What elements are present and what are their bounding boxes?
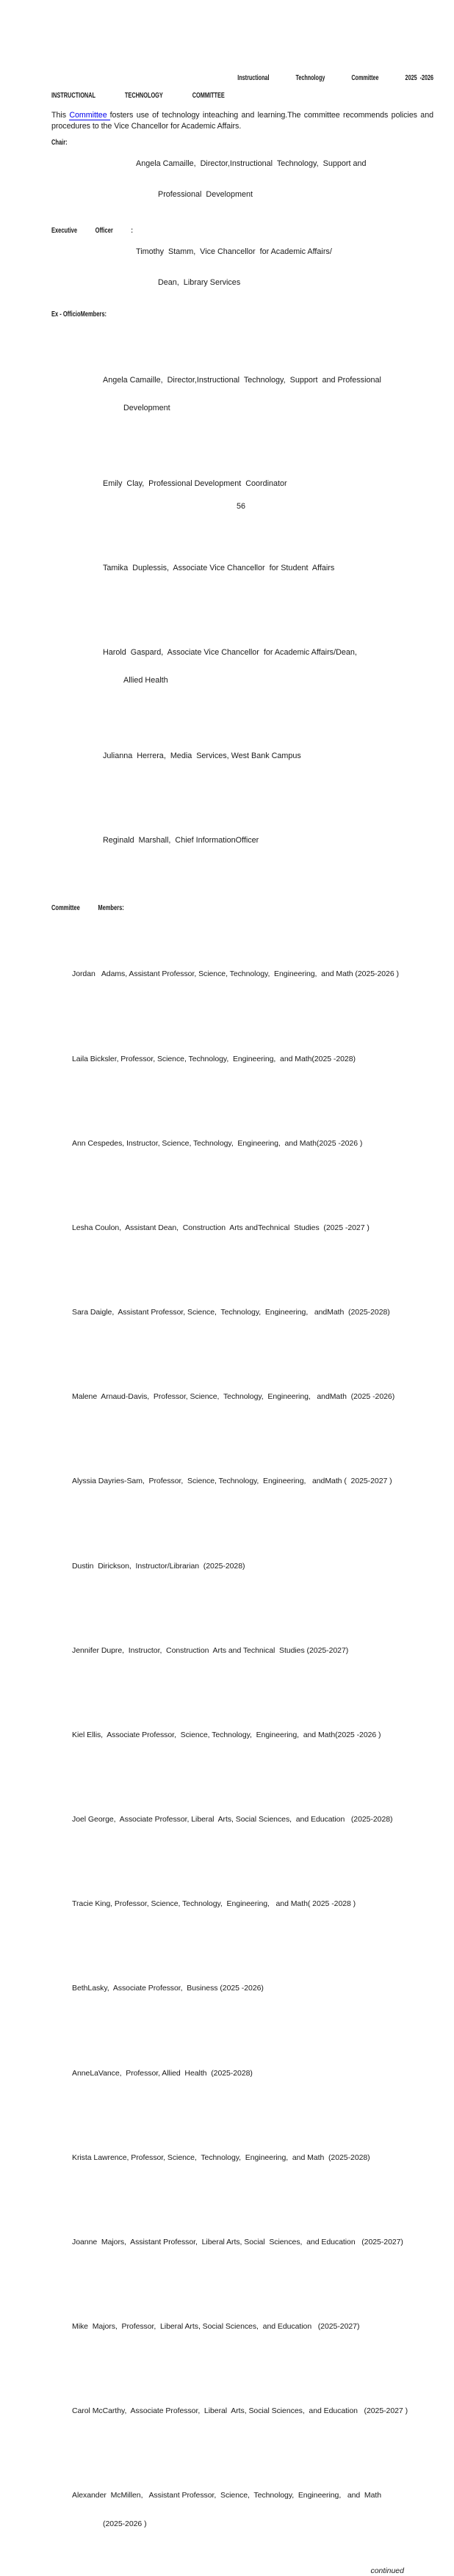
executive-officer-label-cell (51, 226, 136, 308)
list-item (72, 1458, 433, 1515)
chair-label: Chair: (51, 139, 68, 147)
chair-value-line2: Professional Development (158, 190, 253, 199)
executive-officer-value-line2: Dean, Library Services (158, 278, 241, 287)
member-line1: Lesha Coulon, Assistant Dean, Construction Arts andTechnical Studies (2025 -2027 ) (72, 1223, 370, 1232)
member-line1: Jennifer Dupre, Instructor, Construction Arts and Technical Studies (2025-2027) (72, 1645, 349, 1655)
ex-officio-list (103, 319, 433, 892)
member-line2: Allied Health (123, 676, 168, 685)
member-line1: Alyssia Dayries-Sam, Professor, Science, Technology, Engineering, andMath ( 2025-2027 ) (72, 1477, 392, 1486)
list-item (103, 545, 433, 601)
executive-officer-value (136, 226, 332, 308)
member-line1: Julianna Herrera, Media Services, West Bank Campus (103, 751, 301, 760)
member-line1: Laila Bicksler, Professor, Science, Technology, Engineering, and Math(2025 -2028) (72, 1054, 356, 1063)
list-item (72, 1036, 433, 1092)
ex-officio-label: Ex - OfficioMembers: (51, 310, 107, 319)
member-line1: Sara Daigle, Assistant Professor, Science, Technology, Engineering, andMath (2025-2028) (72, 1308, 390, 1317)
member-line1: BethLasky, Associate Professor, Business (2025 -2026) (72, 1984, 264, 1993)
page-number: 56 (236, 502, 245, 511)
list-item (72, 1711, 433, 1768)
running-header (159, 73, 433, 83)
executive-officer-label: Executive Officer : (51, 227, 133, 235)
list-item (72, 951, 433, 1008)
list-item (72, 1543, 433, 1599)
member-line1: Reginald Marshall, Chief InformationOfficer (103, 835, 259, 845)
list-item (103, 732, 433, 789)
page-title-word: COMMITTEE (192, 91, 225, 100)
list-item (103, 357, 433, 432)
member-line1: Kiel Ellis, Associate Professor, Science, Technology, Engineering, and Math(2025 -2026 ) (72, 1730, 381, 1739)
list-item (72, 2473, 433, 2547)
member-line1: Joanne Majors, Assistant Professor, Liberal Arts, Social Sciences, and Education (2025-2027) (72, 2237, 403, 2246)
list-item (72, 1627, 433, 1684)
list-item (72, 1374, 433, 1430)
chair-row (51, 138, 433, 220)
list-item (72, 1204, 433, 1261)
running-header-word: Instructional (237, 74, 270, 82)
intro-text-before: This (51, 111, 70, 120)
list-item (103, 629, 433, 704)
chair-value (136, 138, 366, 220)
running-header-word: Technology (295, 74, 325, 82)
list-item (103, 817, 433, 873)
list-item (72, 1881, 433, 1938)
executive-officer-value-line1: Timothy Stamm, Vice Chancellor for Academic Affairs/ (136, 247, 332, 256)
member-line1: Angela Camaille, Director,Instructional Technology, Support and Professional (103, 375, 381, 385)
list-item (72, 2304, 433, 2360)
committee-section-label (51, 903, 433, 913)
chair-value-line1: Angela Camaille, Director,Instructional Technology, Support and (136, 159, 367, 168)
list-item (72, 2134, 433, 2191)
intro-text-after: fosters use of technology inteaching and learning.The committee recommends policies and procedures to the Vice Chancellor for Academic Affairs. (51, 111, 433, 131)
member-line1: Tracie King, Professor, Science, Technology, Engineering, and Math( 2025 -2028 ) (72, 1899, 356, 1909)
chair-label-cell (51, 138, 136, 220)
intro-paragraph (51, 110, 433, 131)
list-item (72, 1120, 433, 1176)
page-title-word: TECHNOLOGY (124, 91, 163, 100)
member-line1: Ann Cespedes, Instructor, Science, Technology, Engineering, and Math(2025 -2026 ) (72, 1138, 363, 1148)
running-header-word: 2025 -2026 (405, 74, 433, 82)
member-line1: AnneLaVance, Professor, Allied Health (2025-2028) (72, 2068, 253, 2078)
member-line2: (2025-2026 ) (103, 2519, 147, 2528)
committee-members-label: Committee Members: (51, 903, 124, 912)
member-line1: Jordan Adams, Assistant Professor, Science, Technology, Engineering, and Math (2025-2026 ) (72, 969, 399, 979)
member-line1: Carol McCarthy, Associate Professor, Liberal Arts, Social Sciences, and Education (2025-2027 ) (72, 2406, 408, 2416)
member-line1: Dustin Dirickson, Instructor/Librarian (2025-2028) (72, 1561, 245, 1571)
member-line1: Krista Lawrence, Professor, Science, Technology, Engineering, and Math (2025-2028) (72, 2153, 370, 2162)
member-line1: Malene Arnaud-Davis, Professor, Science, Technology, Engineering, andMath (2025 -2026) (72, 1392, 395, 1402)
committee-link[interactable]: Committee (69, 111, 109, 120)
member-line1: Emily Clay, Professional Development Coordinator (103, 479, 287, 488)
member-line2: Development (123, 404, 170, 413)
list-item (72, 2050, 433, 2106)
member-line1: Alexander McMillen, Assistant Professor, Science, Technology, Engineering, and Math (72, 2491, 382, 2500)
continued-note: continued (370, 2566, 404, 2575)
list-item (72, 1965, 433, 2022)
list-item (72, 1797, 433, 1853)
page-title-word: INSTRUCTIONAL (51, 91, 96, 100)
list-item (72, 1289, 433, 1345)
member-line1: Mike Majors, Professor, Liberal Arts, Social Sciences, and Education (2025-2027) (72, 2322, 360, 2332)
committee-member-list (72, 914, 433, 2566)
running-header-word: Committee (351, 74, 379, 82)
member-line1: Harold Gaspard, Associate Vice Chancellor for Academic Affairs/Dean, (103, 647, 357, 657)
ex-officio-section-label (51, 310, 433, 319)
list-item (72, 2219, 433, 2275)
list-item (72, 2388, 433, 2445)
executive-officer-row (51, 226, 433, 308)
member-line1: Joel George, Associate Professor, Liberal Arts, Social Sciences, and Education (2025-2028) (72, 1815, 393, 1824)
member-line1: Tamika Duplessis, Associate Vice Chancellor for Student Affairs (103, 563, 335, 572)
page-title (51, 91, 319, 101)
